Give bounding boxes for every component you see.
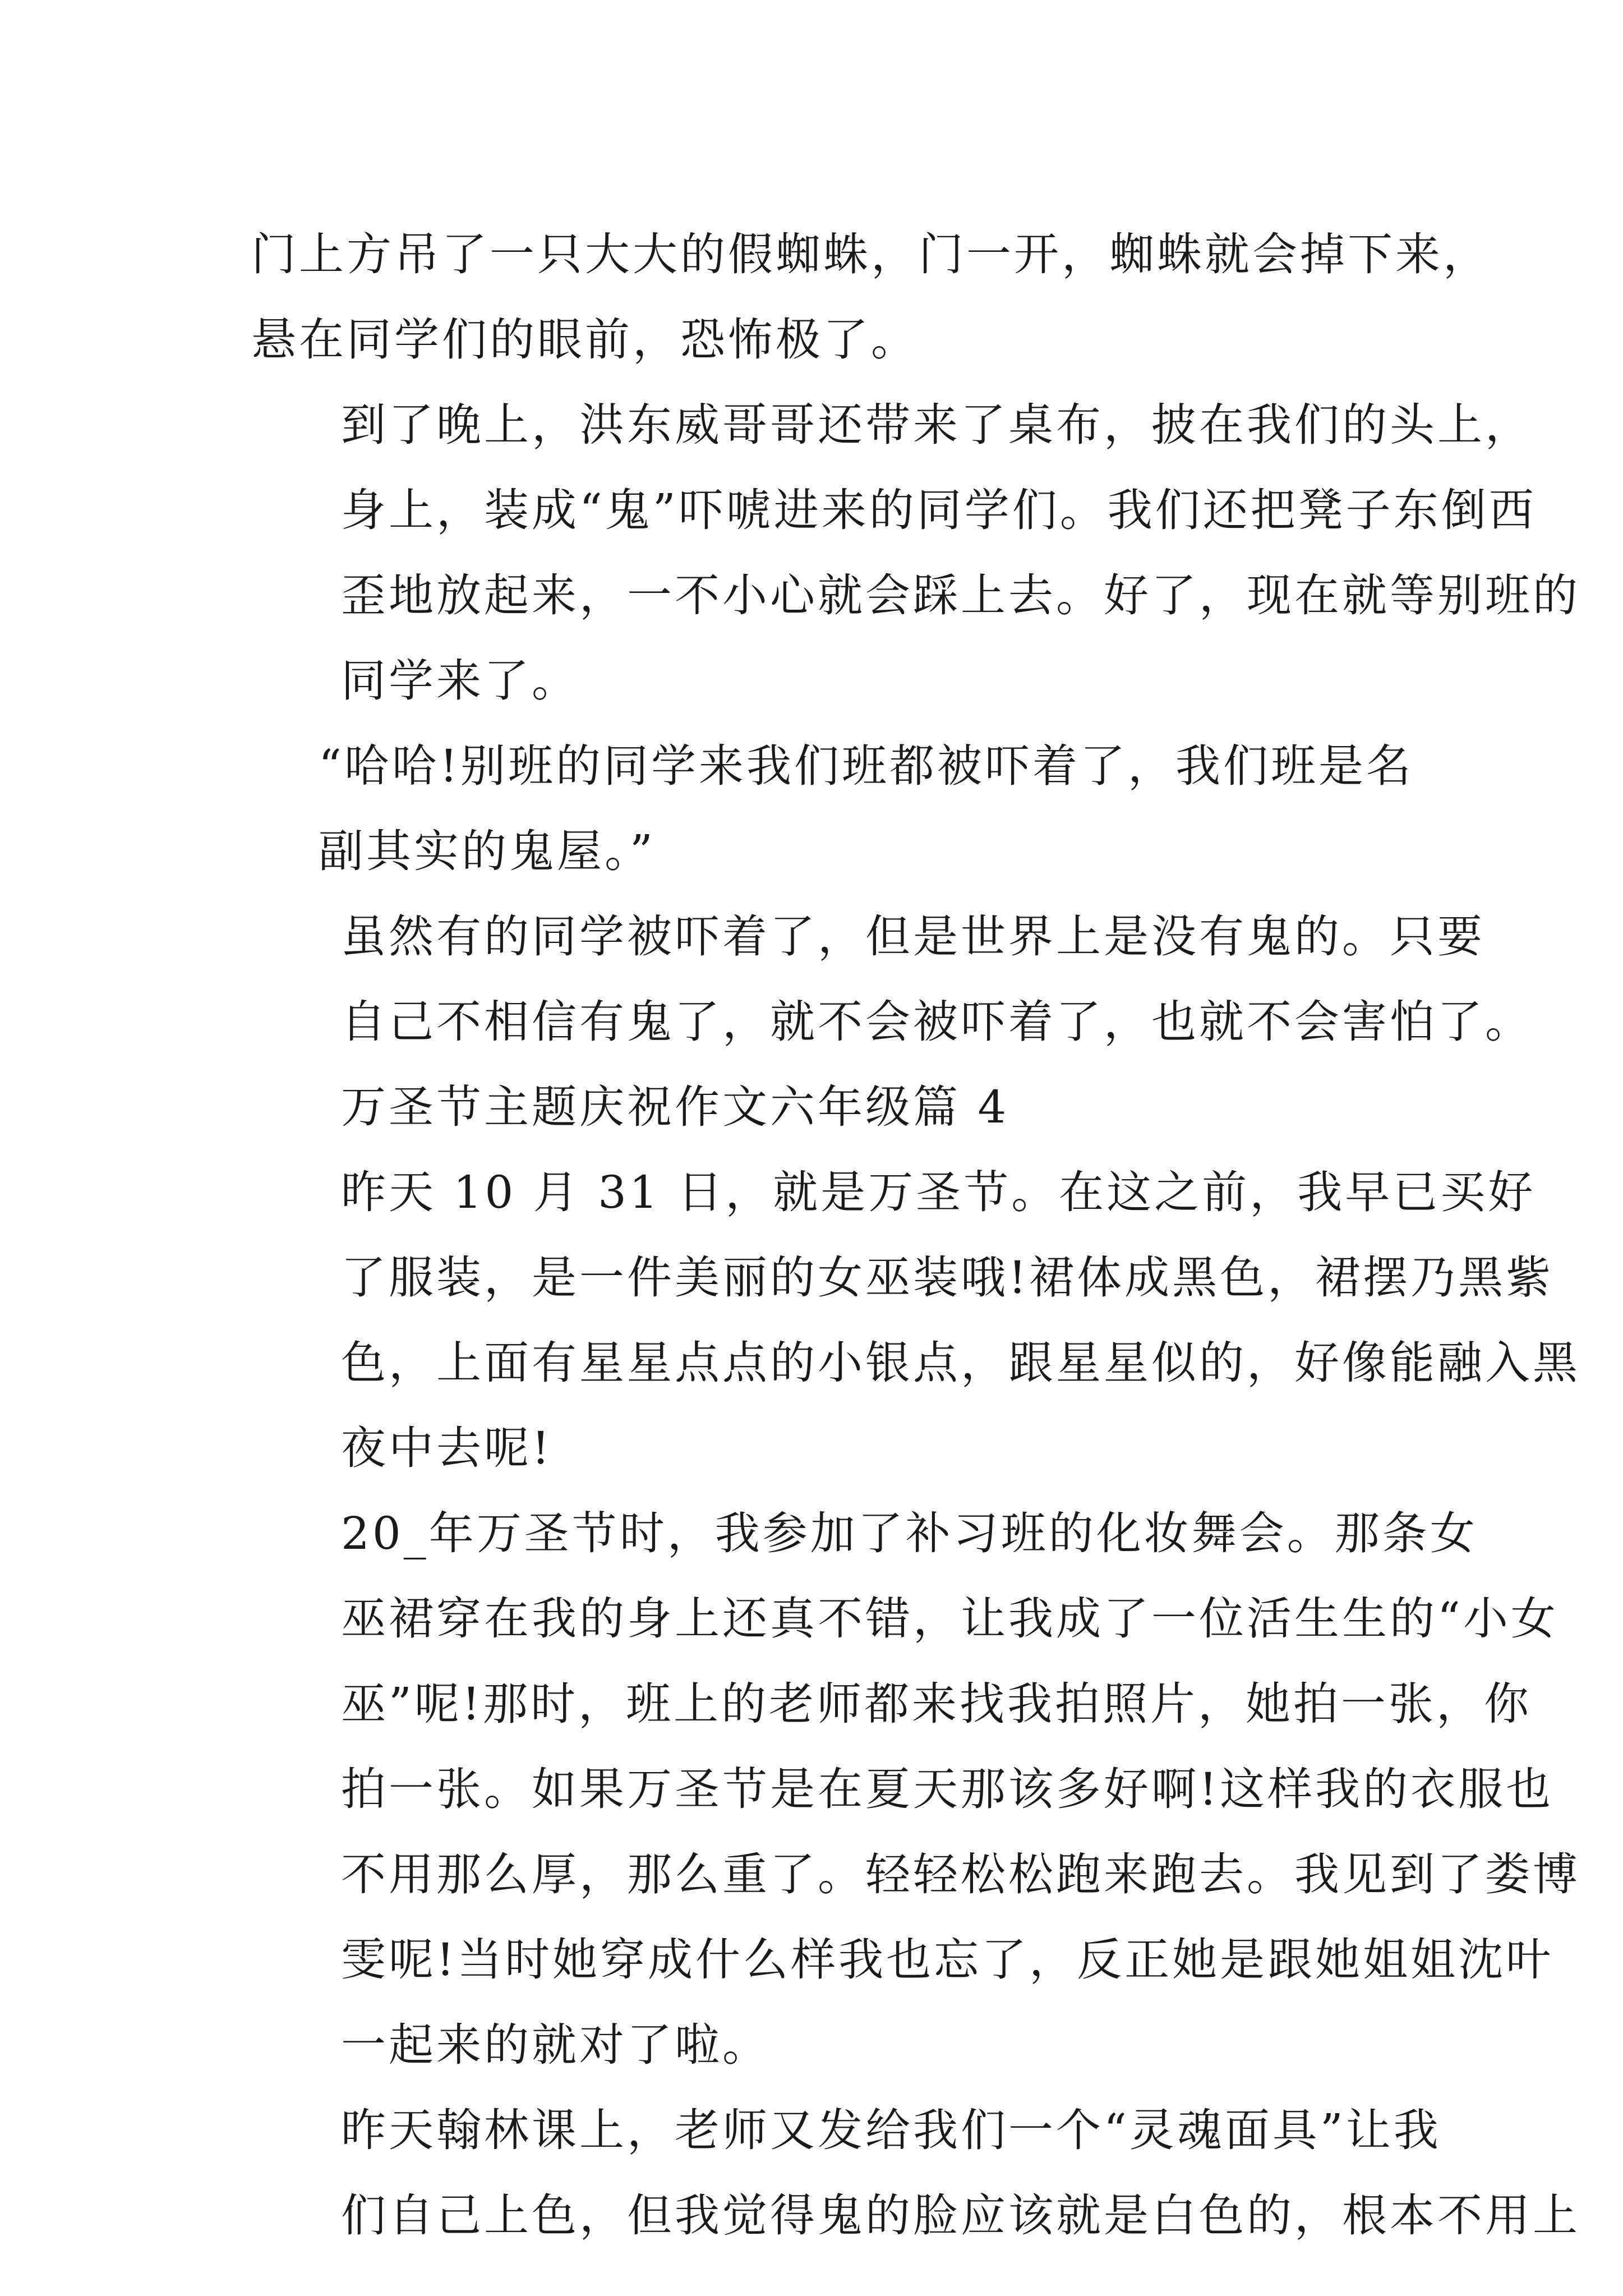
text-line: 自己不相信有鬼了，就不会被吓着了，也就不会害怕了。 bbox=[341, 996, 1533, 1048]
text-line: 雯呢!当时她穿成什么样我也忘了，反正她是跟她姐姐沈叶 bbox=[341, 1934, 1554, 1986]
text-line: 万圣节主题庆祝作文六年级篇 4 bbox=[341, 1081, 1009, 1133]
text-line: 们自己上色，但我觉得鬼的脸应该就是白色的，根本不用上 bbox=[341, 2189, 1580, 2242]
text-line: 门上方吊了一只大大的假蜘蛛，门一开，蜘蛛就会掉下来， bbox=[251, 228, 1491, 280]
text-line: 同学来了。 bbox=[341, 655, 579, 707]
paragraph bbox=[251, 212, 1491, 383]
paragraph bbox=[251, 2088, 1580, 2258]
text-line: 昨天 10 月 31 日，就是万圣节。在这之前，我早已买好 bbox=[341, 1166, 1536, 1218]
paragraph bbox=[251, 1150, 1580, 1491]
text-line: 了服装，是一件美丽的女巫装哦!裙体成黑色，裙摆乃黑紫 bbox=[341, 1251, 1554, 1304]
text-line: 夜中去呢! bbox=[341, 1422, 553, 1474]
paragraph bbox=[251, 383, 1580, 724]
text-line: 歪地放起来，一不小心就会踩上去。好了，现在就等别班的 bbox=[341, 569, 1580, 622]
text-line: 色，上面有星星点点的小银点，跟星星似的，好像能融入黑 bbox=[341, 1337, 1580, 1389]
paragraph bbox=[251, 1065, 1395, 1150]
text-line: 到了晚上，洪东威哥哥还带来了桌布，披在我们的头上， bbox=[341, 399, 1533, 451]
text-line: 巫裙穿在我的身上还真不错，让我成了一位活生生的“小女 bbox=[341, 1593, 1559, 1645]
document-body bbox=[251, 212, 1580, 2258]
text-line: 拍一张。如果万圣节是在夏天那该多好啊!这样我的衣服也 bbox=[341, 1763, 1554, 1815]
text-line: 身上，装成“鬼”吓唬进来的同学们。我们还把凳子东倒西 bbox=[341, 484, 1537, 536]
text-line: 巫”呢!那时，班上的老师都来找我拍照片，她拍一张，你 bbox=[341, 1678, 1532, 1730]
text-line: 副其实的鬼屋。” bbox=[319, 825, 656, 877]
text-line: 昨天翰林课上，老师又发给我们一个“灵魂面具”让我 bbox=[341, 2104, 1441, 2156]
text-line: 虽然有的同学被吓着了，但是世界上是没有鬼的。只要 bbox=[341, 910, 1485, 963]
text-line: 一起来的就对了啦。 bbox=[341, 2019, 770, 2071]
paragraph bbox=[251, 724, 1414, 894]
text-line: 不用那么厚，那么重了。轻轻松松跑来跑去。我见到了娄博 bbox=[341, 1848, 1580, 1901]
text-line: 悬在同学们的眼前，恐怖极了。 bbox=[251, 314, 919, 366]
paragraph bbox=[251, 1491, 1580, 2088]
paragraph bbox=[251, 894, 1533, 1065]
text-line: 20_年万圣节时，我参加了补习班的化妆舞会。那条女 bbox=[341, 1507, 1478, 1559]
text-line: “哈哈!别班的同学来我们班都被吓着了，我们班是名 bbox=[319, 740, 1414, 792]
